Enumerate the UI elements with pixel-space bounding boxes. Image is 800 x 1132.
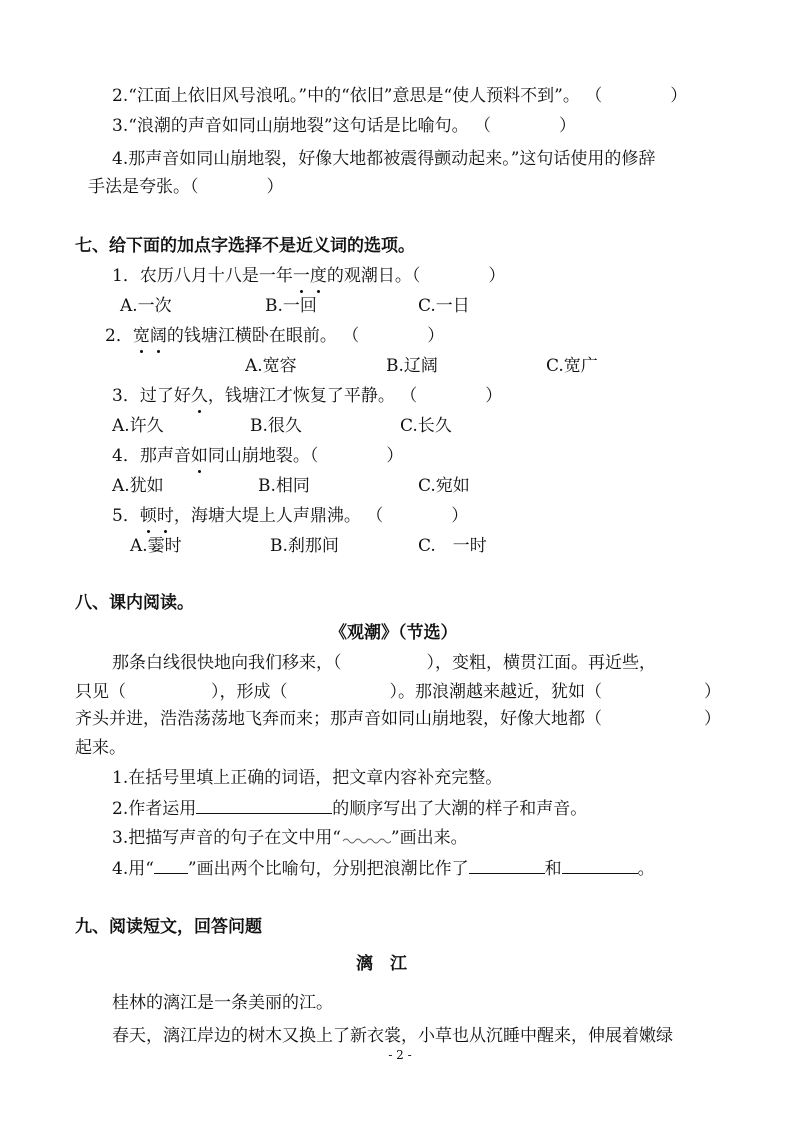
- sec8-question-3: [112, 827, 468, 849]
- q4-option-a: A.犹如: [112, 476, 164, 496]
- sec6-question-4-line2: 手法是夸张。（ ）: [88, 177, 284, 197]
- q2-option-b: B.辽阔: [386, 356, 438, 376]
- q4-mid-text: ”画出两个比喻句，分别把浪潮比作了: [187, 859, 469, 879]
- passage-line-4: 起来。: [75, 738, 126, 758]
- q4-dotted-char: 如: [190, 446, 208, 466]
- sec6-question-2: 2.“江面上依旧风号浪吼。”中的“依旧”意思是“使人预料不到”。 （ ）: [112, 86, 688, 106]
- sec6-question-3: 3.“浪潮的声音如同山崩地裂”这句话是比喻句。 （ ）: [112, 116, 577, 136]
- q2-text-post: 的钱塘江横卧在眼前。 （ ）: [166, 326, 445, 346]
- q4-pre-text: 4.用“: [112, 859, 154, 879]
- q3-text-post: ，钱塘江才恢复了平静。 （ ）: [207, 386, 503, 406]
- q2-post-text: 的顺序写出了大潮的样子和声音。: [332, 799, 588, 819]
- q5-option-c: C. 一时: [418, 536, 487, 556]
- q5-option-a: A.霎时: [130, 536, 182, 556]
- q2-text-pre: 2．: [105, 326, 133, 346]
- q4-end-text: 。: [637, 859, 655, 879]
- sec7-question-1: [112, 265, 505, 287]
- q4-text-post: 同山崩地裂。（ ）: [207, 446, 404, 466]
- article-title: 漓 江: [356, 954, 407, 974]
- q3-option-a: A.许久: [112, 416, 164, 436]
- sec8-question-1: 1.在括号里填上正确的词语，把文章内容补充完整。: [112, 768, 503, 788]
- q5-dotted-char: 顿: [139, 506, 157, 526]
- q3-option-b: B.很久: [250, 416, 302, 436]
- sec7-question-4: [112, 445, 403, 467]
- sec7-question-5: [112, 505, 468, 527]
- sec7-heading: 七、给下面的加点字选择不是近义词的选项。: [75, 236, 415, 256]
- wavy-line-icon: [341, 834, 391, 844]
- q2-pre-text: 2.作者运用: [112, 799, 197, 819]
- q4-option-c: C.宛如: [418, 476, 470, 496]
- q4-text-pre: 4．那声音: [112, 446, 191, 466]
- answer-blank[interactable]: [469, 857, 545, 874]
- q3-option-c: C.长久: [400, 416, 452, 436]
- answer-blank[interactable]: [196, 797, 332, 814]
- straight-line-sample: [154, 857, 188, 874]
- q1-option-a: A.一次: [120, 296, 172, 316]
- q5-text-post: ，海塘大堤上人声鼎沸。 （ ）: [173, 506, 469, 526]
- sec8-question-2: [112, 797, 587, 820]
- q2-dotted-char: 阔: [149, 326, 167, 346]
- page-number: - 2 -: [388, 1048, 412, 1062]
- q1-dotted-char: 度: [309, 266, 327, 286]
- sec7-question-3: [112, 385, 502, 407]
- q2-option-a: A.宽容: [245, 356, 297, 376]
- passage-line-3: 齐头并进，浩浩荡荡地飞奔而来；那声音如同山崩地裂，好像大地都（ ）: [75, 709, 721, 729]
- q1-option-c: C.一日: [418, 296, 470, 316]
- q1-text-pre: 1．农历八月十八是一年: [112, 266, 293, 286]
- q3-pre-text: 3.把描写声音的句子在文中用“: [112, 828, 341, 848]
- q4-option-b: B.相同: [258, 476, 310, 496]
- passage-line-2: 只见（ ），形成（ ）。那浪潮越来越近，犹如（ ）: [75, 682, 721, 702]
- q5-dotted-char: 时: [156, 506, 174, 526]
- answer-blank[interactable]: [562, 857, 638, 874]
- sec8-question-4: [112, 857, 655, 880]
- sec9-heading: 九、阅读短文，回答问题: [75, 917, 262, 937]
- q5-text-pre: 5．: [112, 506, 140, 526]
- q1-dotted-char: 一: [292, 266, 310, 286]
- sec8-heading: 八、课内阅读。: [75, 593, 194, 613]
- passage-title: 《观潮》（节选）: [330, 623, 458, 643]
- q1-option-b: B.一回: [265, 296, 317, 316]
- q3-text-pre: 3．过了好: [112, 386, 191, 406]
- q2-dotted-char: 宽: [132, 326, 150, 346]
- passage-line-1: 那条白线很快地向我们移来，（ ），变粗，横贯江面。再近些，: [112, 653, 656, 673]
- q5-option-b: B.刹那间: [270, 536, 339, 556]
- q3-post-text: ”画出来。: [390, 828, 468, 848]
- sec7-question-2: [105, 325, 444, 347]
- q2-option-c: C.宽广: [546, 356, 598, 376]
- article-paragraph-2: 春天，漓江岸边的树木又换上了新衣裳，小草也从沉睡中醒来，伸展着嫩绿: [112, 1026, 673, 1046]
- q1-text-post: 的观潮日。（ ）: [326, 266, 506, 286]
- article-paragraph-1: 桂林的漓江是一条美丽的江。: [112, 993, 333, 1013]
- sec6-question-4-line1: 4.那声音如同山崩地裂，好像大地都被震得颤动起来。”这句话使用的修辞: [112, 149, 656, 169]
- q4-and-text: 和: [544, 859, 562, 879]
- q3-dotted-char: 久: [190, 386, 208, 406]
